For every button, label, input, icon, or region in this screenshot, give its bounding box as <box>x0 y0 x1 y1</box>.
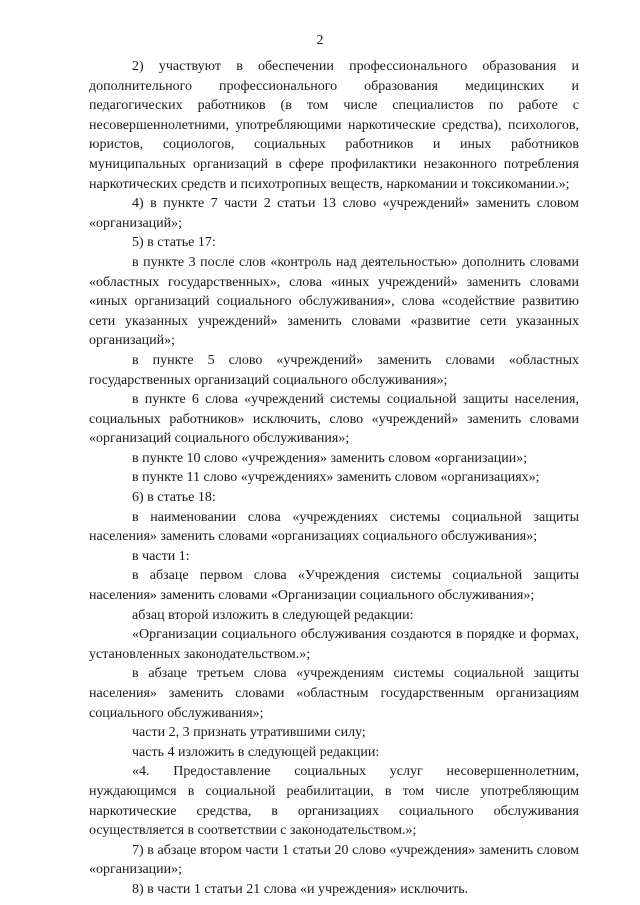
paragraph: 2) участвуют в обеспечении профессионального образования и дополнительного профессионального образования медицинских и педагогических работников (в том числе специалистов по работе с несовершеннолетними, употребляющими наркотические средства), психологов, юристов, социологов, социальных работников и иных работников муниципальных организаций в сфере профилактики незаконного потребления наркотических средств и психотропных веществ, наркомании и токсикомании.»; <box>89 59 579 192</box>
paragraph: «Организации социального обслуживания создаются в порядке и формах, установленных законодательством.»; <box>89 627 579 662</box>
paragraph: в пункте 10 слово «учреждения» заменить словом «организации»; <box>132 450 528 466</box>
paragraph: в пункте 5 слово «учреждений» заменить словами «областных государственных организаций социального обслуживания»; <box>89 352 579 388</box>
paragraph: 6) в статье 18: <box>132 490 216 506</box>
paragraph: 7) в абзаце втором части 1 статьи 20 слово «учреждения» заменить словом «организации»; <box>89 842 579 878</box>
paragraph: в пункте 6 слова «учреждений системы социальной защиты населения, социальных работников» исключить, слово «учреждений» заменить словами «организаций социального обслуживания»; <box>89 392 579 447</box>
paragraph: 5) в статье 17: <box>132 235 216 251</box>
paragraph: в пункте 11 слово «учреждениях» заменить словом «организациях»; <box>132 470 540 486</box>
paragraph: в наименовании слова «учреждениях системы социальной защиты населения» заменить словами «организациях социального обслуживания»; <box>89 509 579 545</box>
paragraph: в абзаце третьем слова «учреждениям системы социальной защиты населения» заменить словами «областным государственным организациям социального обслуживания»; <box>89 666 579 721</box>
paragraph: в пункте 3 после слов «контроль над деятельностью» дополнить словами «областных государственных», слова «иных учреждений» заменить словами «иных организаций социального обслуживания», слова «содействие развитию сети указанных учреждений» заменить словами «развитие сети указанных организаций»; <box>89 254 579 349</box>
paragraph: части 2, 3 признать утратившими силу; <box>132 725 366 741</box>
paragraph: в части 1: <box>132 548 190 564</box>
paragraph: абзац второй изложить в следующей редакции: <box>132 607 414 623</box>
paragraph: часть 4 изложить в следующей редакции: <box>132 744 380 760</box>
paragraph: 4) в пункте 7 части 2 статьи 13 слово «учреждений» заменить словом «организаций»; <box>89 196 579 231</box>
paragraph: 8) в части 1 статьи 21 слова «и учреждения» исключить. <box>132 881 469 897</box>
paragraph: в абзаце первом слова «Учреждения системы социальной защиты населения» заменить словами «Организации социального обслуживания»; <box>89 568 579 604</box>
document-body <box>89 57 579 900</box>
page-number: 2 <box>316 33 324 48</box>
paragraph: «4. Предоставление социальных услуг несовершеннолетним, нуждающимся в социальной реабилитации, в том числе употребляющим наркотические средства, в организациях социального обслуживания осуществляется в соответствии с законодательством.»; <box>89 764 579 839</box>
